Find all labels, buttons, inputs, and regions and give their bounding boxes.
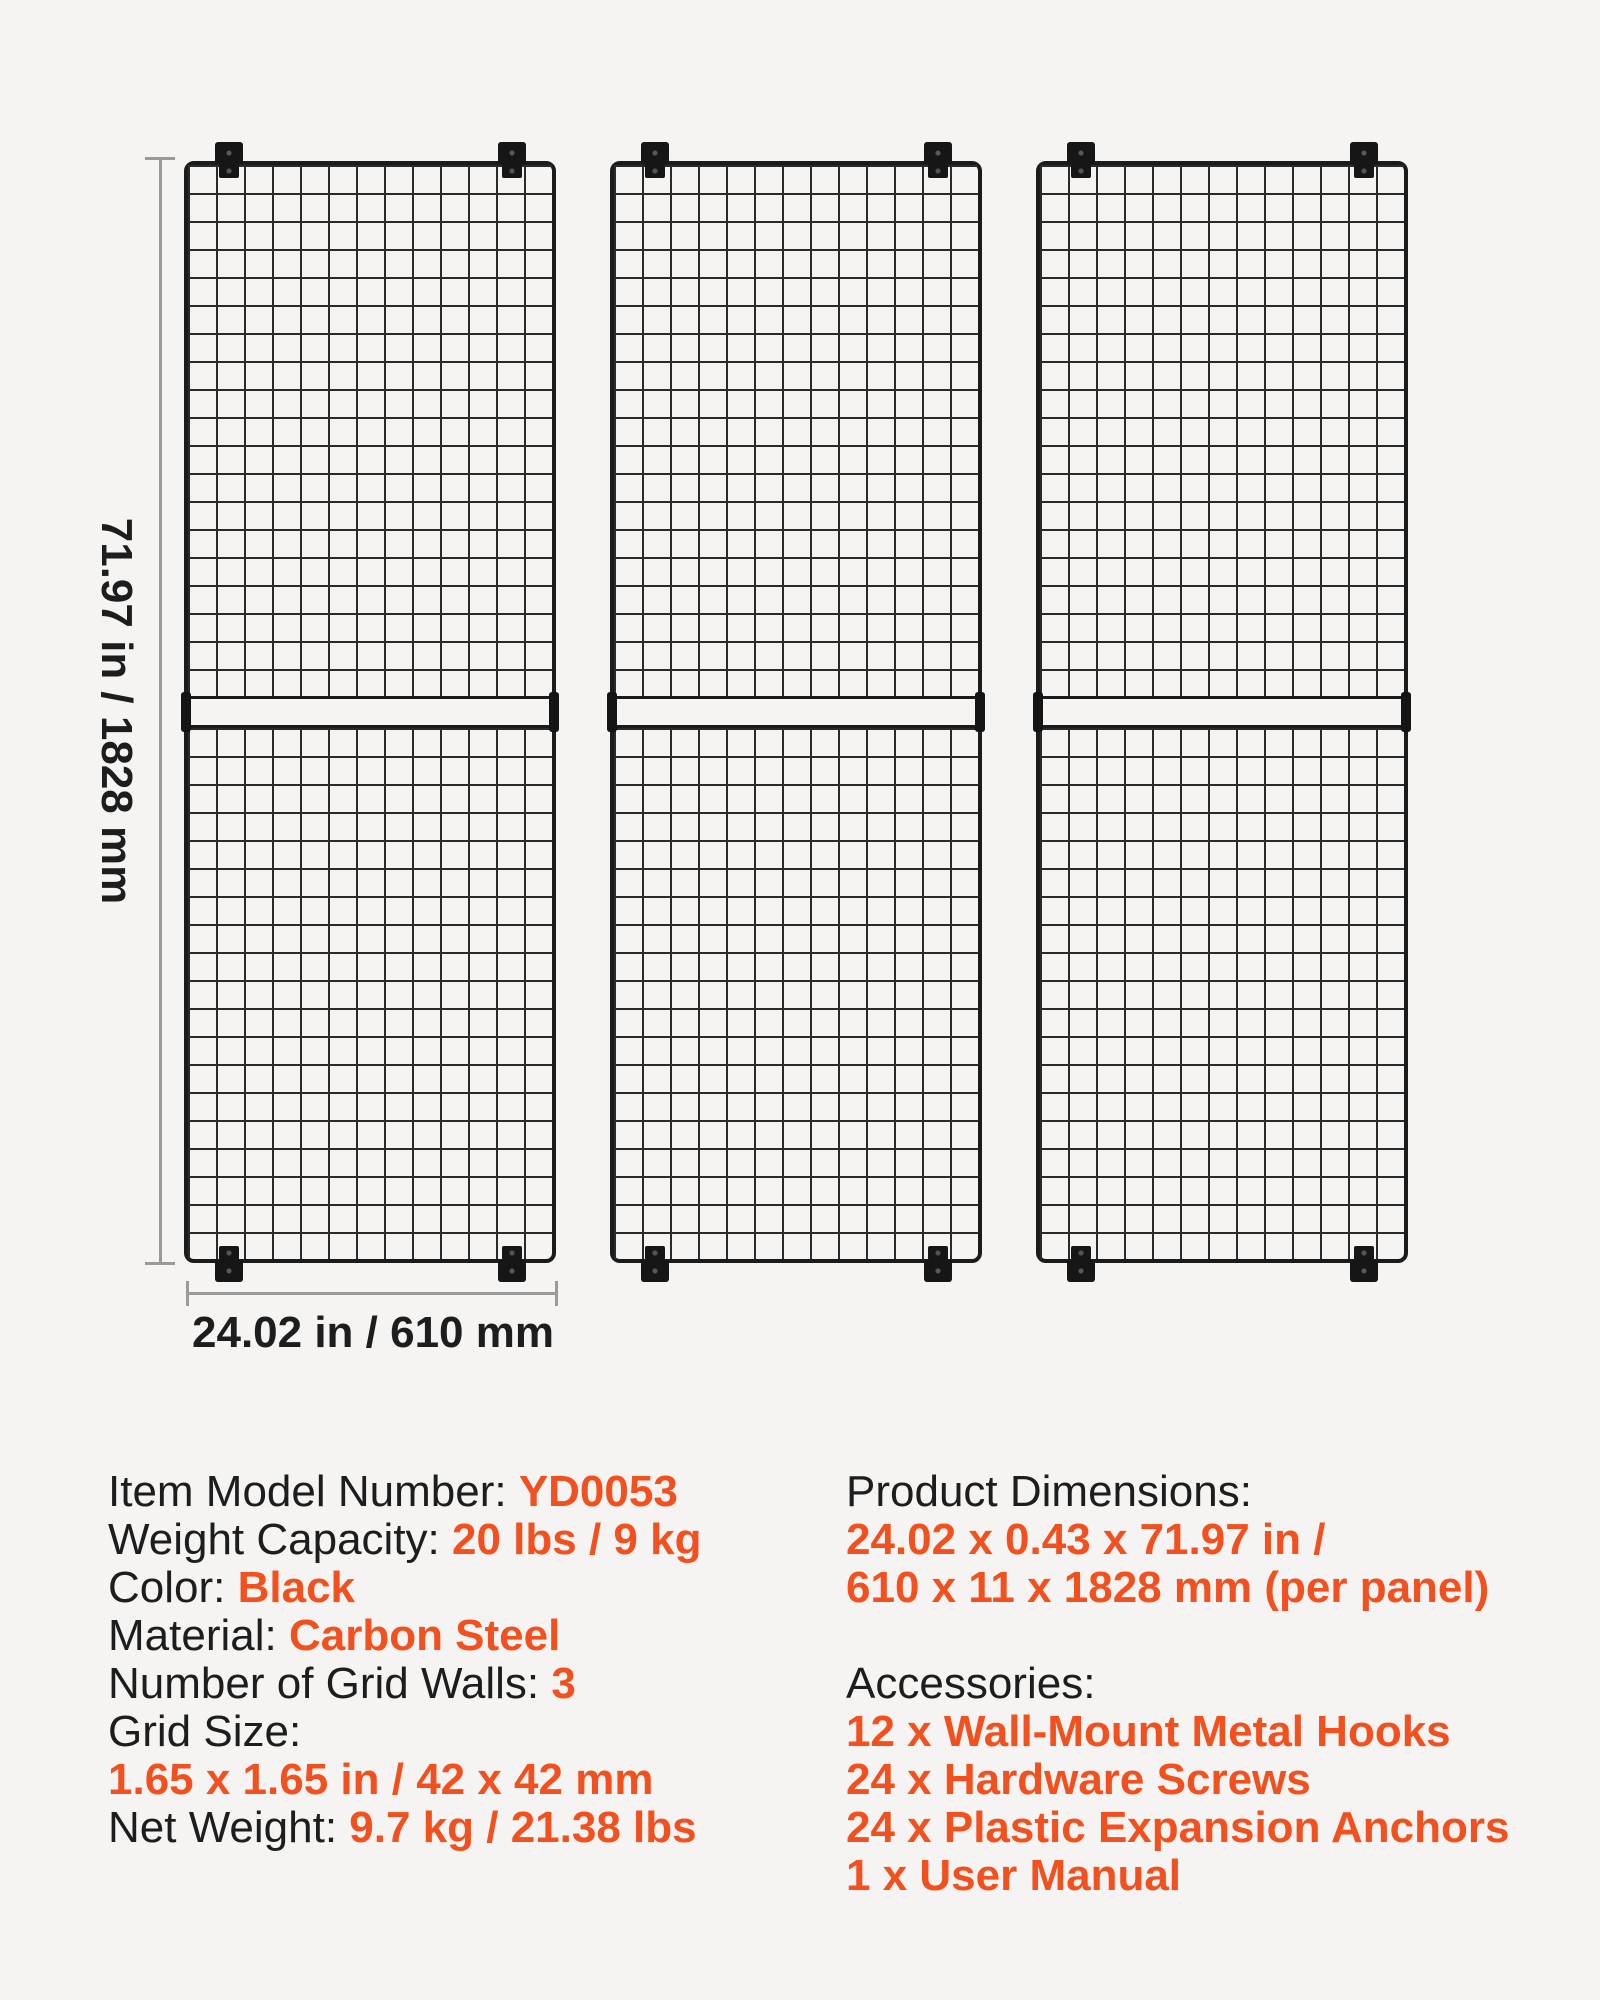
wall-mount-clip [924,1246,952,1282]
clip-tab [645,164,665,178]
spec-line-dimensions-in [846,1516,1489,1564]
spec-line-grid-size-value [108,1756,701,1804]
width-dimension-right-cap [555,1281,558,1306]
spec-line-grid-size-heading [108,1708,701,1756]
spec-list-accessories [846,1660,1510,1900]
grid-mesh-top [1040,165,1404,699]
spec-value: 610 x 11 x 1828 mm (per panel) [846,1563,1490,1612]
wall-mount-clip [1350,1246,1378,1282]
spec-line-color [108,1564,701,1612]
clip-plate [1067,142,1095,164]
wall-mount-clip [215,142,243,178]
height-dimension-line [159,158,162,1264]
width-dimension-line [186,1292,558,1295]
spec-label: Number of Grid Walls: [108,1659,552,1708]
clip-plate [498,142,526,164]
height-dimension-top-tick [145,157,175,160]
wall-mount-clip [498,142,526,178]
clip-tab [502,1246,522,1260]
spec-value: Black [237,1563,356,1612]
spec-value: 24 x Plastic Expansion Anchors [846,1803,1510,1852]
spec-value: 9.7 kg / 21.38 lbs [349,1803,697,1852]
clip-plate [924,142,952,164]
spec-line-screws [846,1756,1510,1804]
clip-tab [645,1246,665,1260]
joint-connector-left [1033,692,1043,732]
spec-line-model [108,1468,701,1516]
joint-connector-right [975,692,985,732]
spec-label: Item Model Number: [108,1467,519,1516]
spec-label: Weight Capacity: [108,1515,453,1564]
clip-plate [641,1260,669,1282]
clip-plate [215,142,243,164]
joint-connector-left [607,692,617,732]
clip-tab [1071,164,1091,178]
clip-plate [498,1260,526,1282]
height-dimension-bottom-tick [145,1262,175,1265]
grid-mesh-top [188,165,552,699]
clip-plate [215,1260,243,1282]
spec-line-material [108,1612,701,1660]
spec-label: Color: [108,1563,238,1612]
spec-line-accessories-heading [846,1660,1510,1708]
spec-label: Grid Size: [108,1707,302,1756]
spec-list-product-dimensions [846,1468,1489,1612]
spec-label: Material: [108,1611,289,1660]
spec-list-left [108,1468,701,1852]
spec-line-weight-capacity [108,1516,701,1564]
spec-line-hooks [846,1708,1510,1756]
spec-value: 20 lbs / 9 kg [452,1515,702,1564]
spec-line-net-weight [108,1804,701,1852]
spec-label: Accessories: [846,1659,1096,1708]
width-dimension-left-cap [186,1281,189,1306]
spec-line-dimensions-heading [846,1468,1489,1516]
spec-value: 3 [551,1659,576,1708]
clip-plate [1067,1260,1095,1282]
wall-mount-clip [641,142,669,178]
wall-mount-clip [641,1246,669,1282]
spec-value: YD0053 [518,1467,678,1516]
clip-tab [1071,1246,1091,1260]
joint-connector-right [1401,692,1411,732]
width-dimension-label: 24.02 in / 610 mm [192,1308,554,1357]
wall-mount-clip [1067,142,1095,178]
spec-value: Carbon Steel [288,1611,561,1660]
clip-tab [928,164,948,178]
wall-mount-clip [498,1246,526,1282]
grid-mesh-top [614,165,978,699]
joint-connector-right [549,692,559,732]
clip-tab [1354,164,1374,178]
spec-line-number-of-walls [108,1660,701,1708]
spec-label: Product Dimensions: [846,1467,1252,1516]
grid-panel-1 [184,161,556,1263]
joint-connector-left [181,692,191,732]
spec-value: 24 x Hardware Screws [846,1755,1311,1804]
grid-panel-3 [1036,161,1408,1263]
spec-label: Net Weight: [108,1803,350,1852]
wall-mount-clip [1067,1246,1095,1282]
spec-line-dimensions-mm [846,1564,1489,1612]
spec-line-anchors [846,1804,1510,1852]
wall-mount-clip [1350,142,1378,178]
clip-plate [1350,1260,1378,1282]
spec-value: 24.02 x 0.43 x 71.97 in / [846,1515,1326,1564]
clip-plate [641,142,669,164]
spec-value: 1.65 x 1.65 in / 42 x 42 mm [108,1755,654,1804]
clip-plate [1350,142,1378,164]
clip-tab [219,164,239,178]
height-dimension-label: 71.97 in / 1828 mm [92,517,141,905]
grid-mesh-bottom [1040,725,1404,1259]
clip-tab [219,1246,239,1260]
spec-value: 12 x Wall-Mount Metal Hooks [846,1707,1451,1756]
spec-line-manual [846,1852,1510,1900]
wall-mount-clip [924,142,952,178]
grid-mesh-bottom [614,725,978,1259]
spec-value: 1 x User Manual [846,1851,1182,1900]
wall-mount-clip [215,1246,243,1282]
clip-tab [1354,1246,1374,1260]
clip-tab [928,1246,948,1260]
clip-tab [502,164,522,178]
grid-panel-2 [610,161,982,1263]
grid-mesh-bottom [188,725,552,1259]
clip-plate [924,1260,952,1282]
